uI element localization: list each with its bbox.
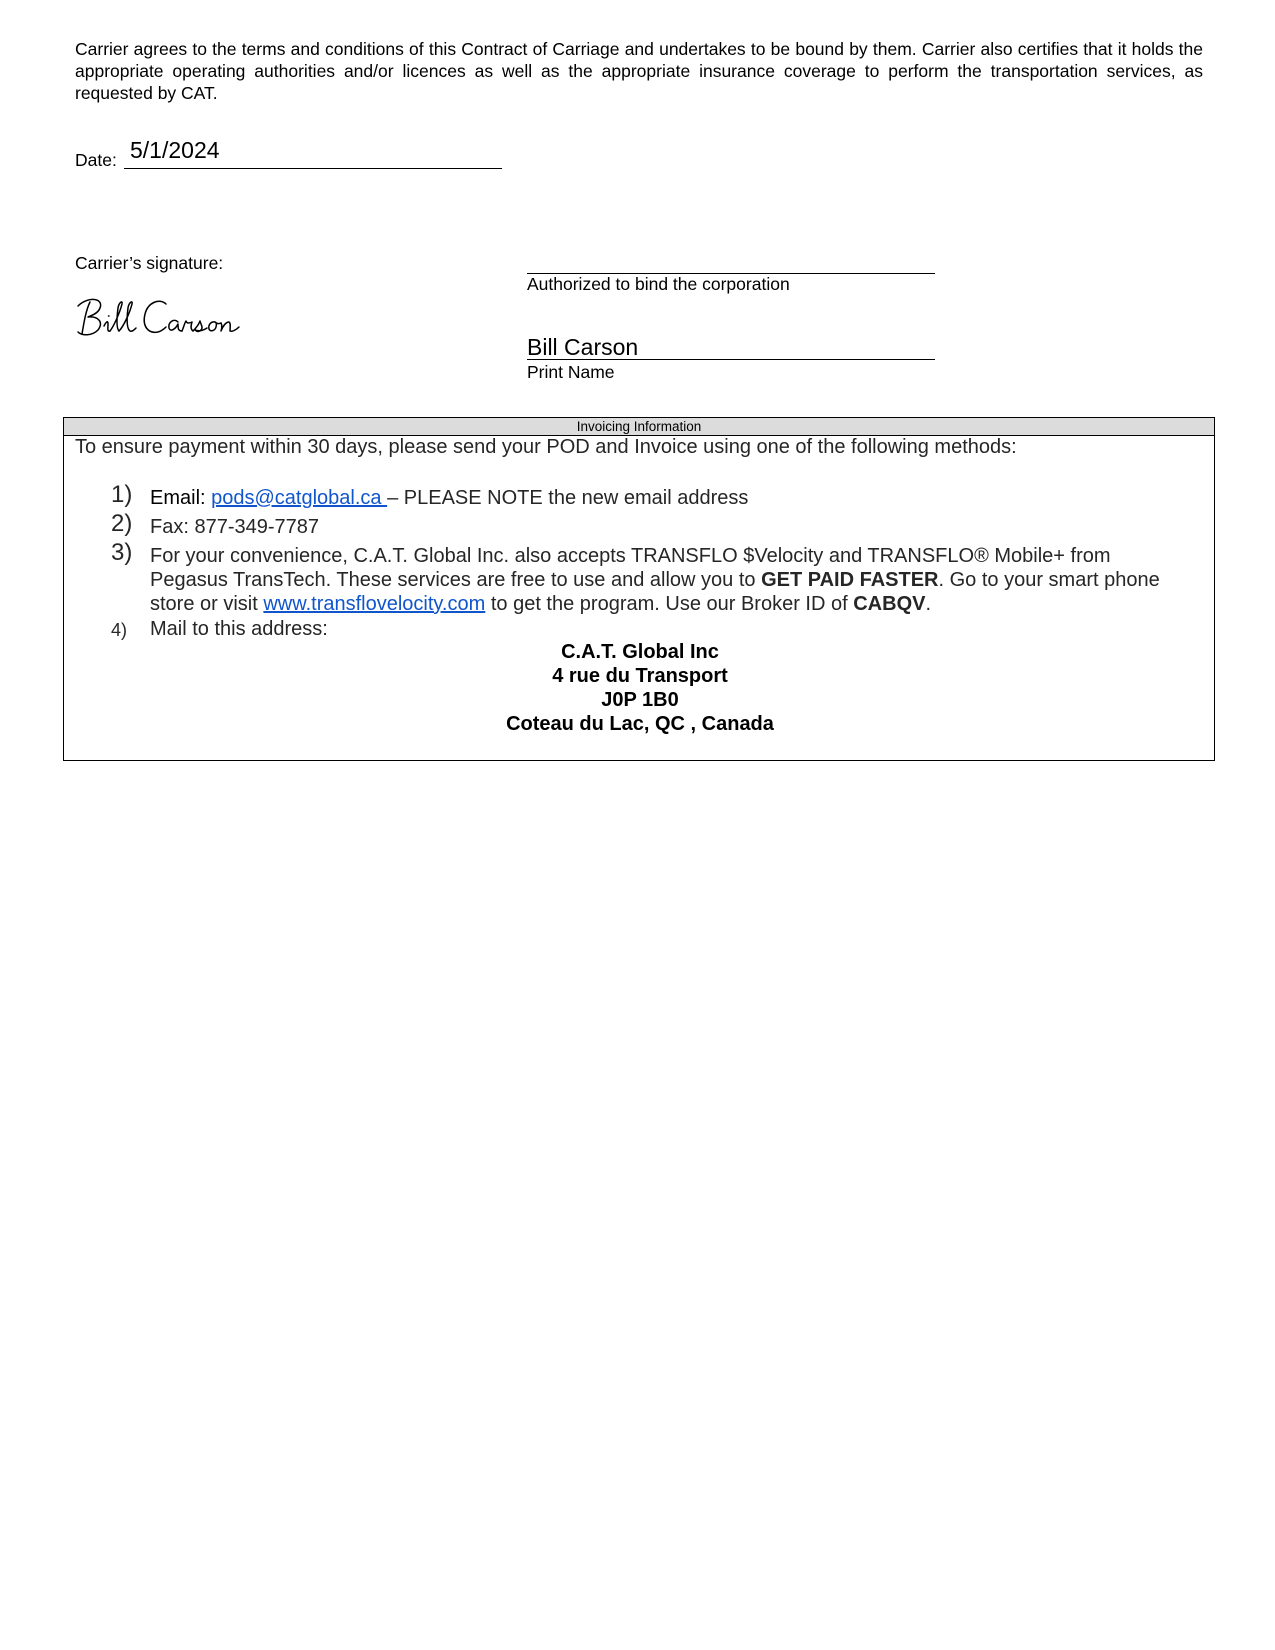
transflo-part: . Go to your smart phone store or visit [150,569,1160,615]
method-number: 1) [111,481,133,508]
invoicing-information-box [63,417,1215,761]
email-link[interactable]: pods@catglobal.ca [211,487,388,509]
invoicing-header: Invoicing Information [64,418,1214,436]
mail-text: Mail to this address: [150,618,328,640]
date-label: Date: [75,150,117,170]
handwritten-signature[interactable] [74,294,264,342]
transflo-link[interactable]: www.transflovelocity.com [263,593,486,615]
address-postal-code: J0P 1B0 [601,689,679,711]
email-prefix: Email: [150,487,212,509]
print-name-field[interactable]: Bill Carson [527,334,639,360]
agreement-paragraph: Carrier agrees to the terms and conditions of this Contract of Carriage and undertakes to be bound by them. Carrier also certifies that it holds the appropriate operating authorities and/or licences as well as the appropriate insurance coverage to perform the transportation services, as requested by CAT. [75,39,1203,103]
method-email-text [150,486,1160,510]
method-number: 3) [111,539,133,566]
address-city: Coteau du Lac, QC , Canada [506,713,774,735]
date-line [124,168,502,169]
address-street: 4 rue du Transport [552,665,728,687]
address-company: C.A.T. Global Inc [561,641,719,663]
signature-label: Carrier’s signature: [75,253,224,273]
transflo-part: For your convenience, C.A.T. Global Inc. also accepts TRANSFLO $Velocity and TRANSFLO® Mobile+ from Pegasus TransTech. These services are free to use and allow you to [150,545,1111,591]
method-number: 4) [111,620,128,640]
mailing-address [64,640,1216,736]
transflo-part: . [925,593,932,615]
method-number: 2) [111,510,133,537]
transflo-text [150,544,1160,616]
transflo-part: to get the program. Use our Broker ID of [485,593,854,615]
print-name-label: Print Name [527,362,615,382]
date-field[interactable]: 5/1/2024 [130,137,220,163]
get-paid-faster: GET PAID FASTER [761,569,939,591]
invoicing-intro: To ensure payment within 30 days, please send your POD and Invoice using one of the following methods: [75,436,1017,458]
fax-text: Fax: 877-349-7787 [150,516,320,538]
email-note: – PLEASE NOTE the new email address [387,487,749,509]
broker-id: CABQV [853,593,926,615]
authorized-label: Authorized to bind the corporation [527,274,790,294]
